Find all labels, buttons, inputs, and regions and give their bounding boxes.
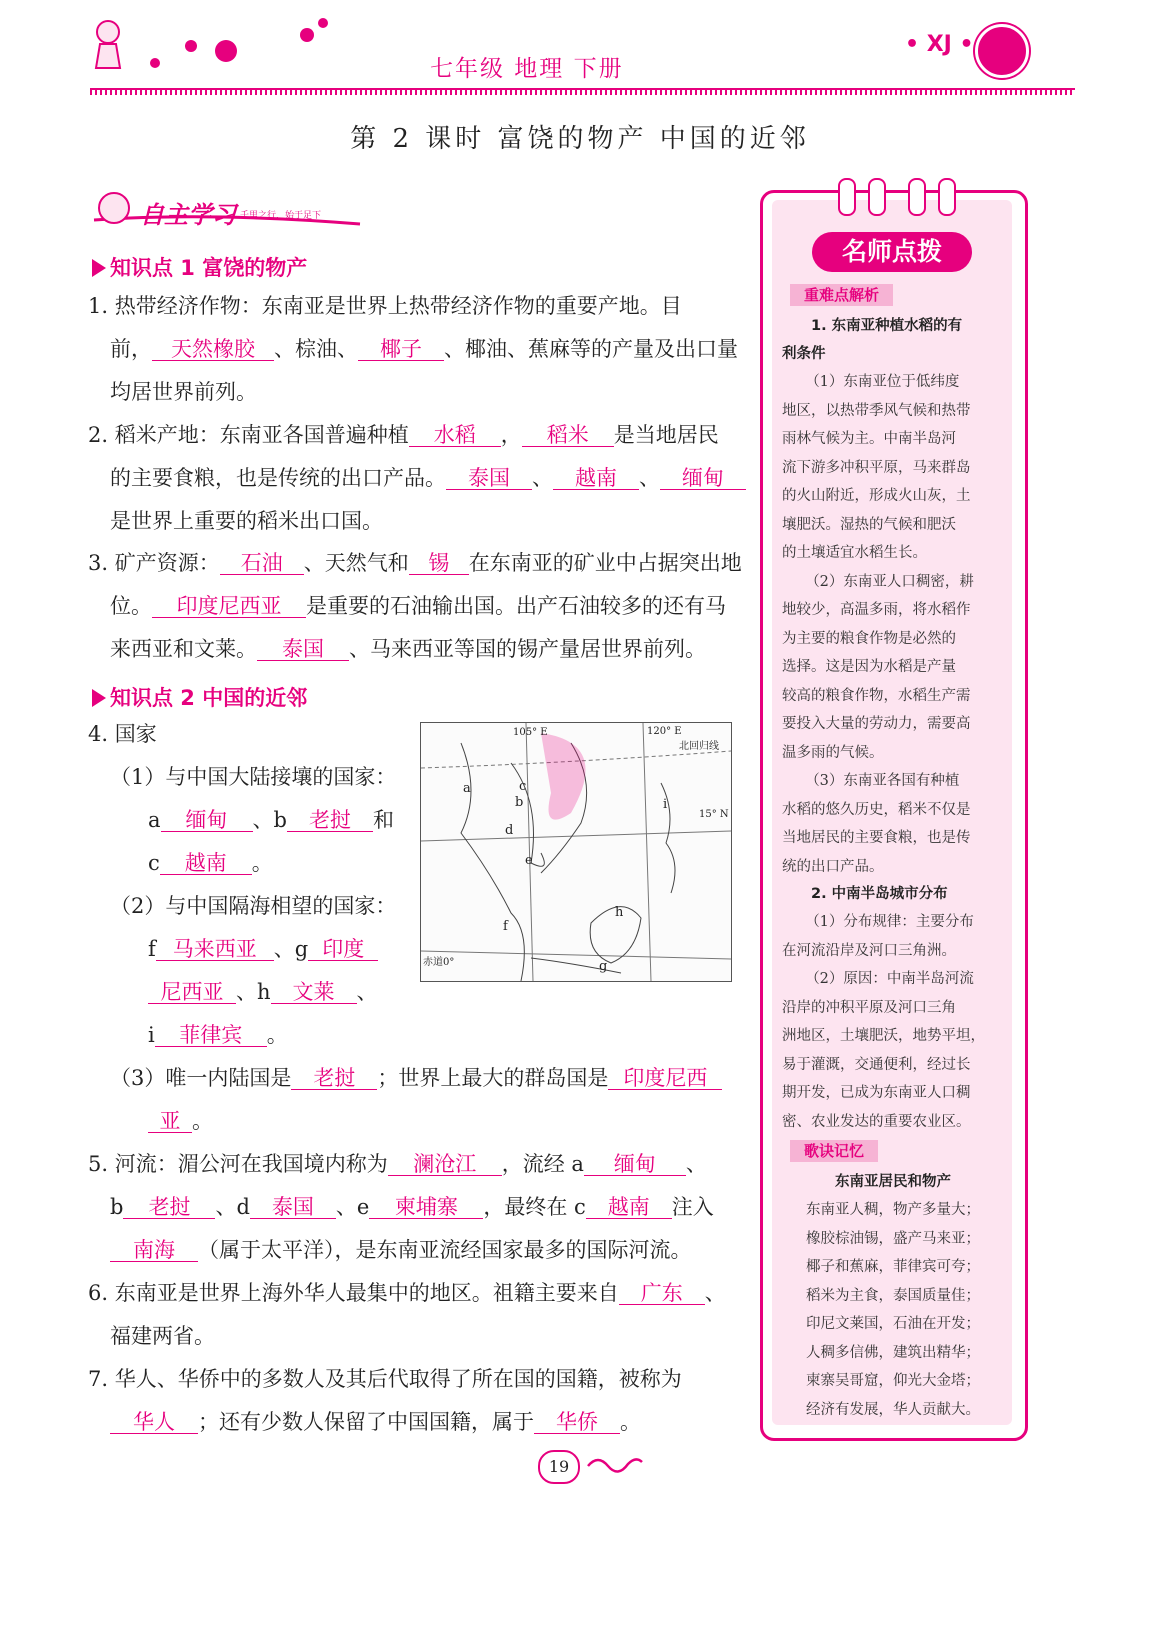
q2-line1: [88, 425, 719, 447]
map-label: c: [519, 779, 527, 794]
sidebar-line: 要投入大量的劳动力，需要高: [782, 716, 971, 732]
answer-blank: 菲律宾: [155, 1025, 267, 1047]
answer-blank: 泰国: [446, 468, 532, 490]
header-dot: [150, 58, 160, 68]
q5-text: ，流经 a: [501, 1152, 584, 1176]
lesson-title: 第 2 课时 富饶的物产 中国的近邻: [350, 124, 810, 154]
q1-text: 、棕油、: [274, 337, 358, 361]
q4-text: 。: [192, 1109, 213, 1133]
label-b: 、b: [252, 808, 287, 832]
map-lon105: 105° E: [513, 727, 548, 738]
q4-c-line: [148, 853, 273, 875]
kp2-label: 知识点 2 中国的近邻: [110, 686, 308, 710]
q4-text: 和: [372, 808, 394, 832]
answer-blank: 石油: [220, 553, 304, 575]
answer-blank: 亚: [148, 1111, 192, 1133]
q6-line1: [88, 1283, 726, 1305]
header-code: • XJ •: [905, 32, 974, 57]
q3-line2: [110, 596, 726, 618]
banner-sub: 千里之行，始于足下: [240, 211, 322, 221]
map-label: a: [463, 781, 471, 796]
map-label: b: [515, 795, 524, 810]
poem-title: 东南亚居民和物产: [835, 1174, 951, 1190]
sidebar-line: 为主要的粮食作物是必然的: [782, 630, 956, 647]
q5-text: ，最终在 c: [483, 1195, 586, 1219]
answer-blank: 水稻: [409, 425, 501, 447]
q5-text: 、e: [335, 1195, 370, 1219]
label-c: c: [148, 851, 160, 875]
sidebar-line: 密、农业发达的重要农业区。: [782, 1113, 971, 1130]
answer-blank: 锡: [409, 553, 469, 575]
q5-text: （属于太平洋），是东南亚流经国家最多的国际河流。: [198, 1238, 692, 1262]
q7-text: 。: [620, 1410, 641, 1434]
q7-line1: 7. 华人、华侨中的多数人及其后代取得了所在国的国籍，被称为: [88, 1367, 682, 1391]
q4-part3-cont: [148, 1111, 213, 1133]
sidebar-line: 水稻的悠久历史，稻米不仅是: [782, 801, 971, 818]
answer-blank: 澜沧江: [388, 1154, 502, 1176]
answer-blank: 越南: [553, 468, 639, 490]
header-dot: [185, 40, 197, 52]
q3-line1: [88, 553, 742, 575]
answer-blank: 缅甸: [660, 468, 746, 490]
poem-line: 东南亚人稠，物产多量大；: [806, 1202, 980, 1218]
q4-title: 4. 国家: [88, 722, 157, 746]
answer-blank: 印度尼西亚: [152, 596, 306, 618]
answer-blank: 缅甸: [584, 1154, 686, 1176]
q5-text: 5. 河流：湄公河在我国境内称为: [88, 1152, 388, 1176]
q4-text: 。: [251, 851, 273, 875]
answer-blank: 越南: [160, 853, 252, 875]
poem-line: 稻米为主食，泰国质量佳；: [806, 1287, 980, 1304]
answer-blank: 老挝: [123, 1197, 215, 1219]
answer-blank: 稻米: [522, 425, 614, 447]
sidebar-line: 壤肥沃。湿热的气候和肥沃: [782, 516, 956, 533]
sidebar-line: 统的出口产品。: [782, 858, 884, 875]
cartoon-girl-icon: [92, 18, 124, 80]
answer-blank: 椰子: [358, 339, 444, 361]
map-lon120: 120° E: [647, 726, 682, 737]
q6-line2: 福建两省。: [110, 1324, 215, 1348]
map-label: e: [525, 853, 533, 868]
answer-blank: 华人: [110, 1412, 198, 1434]
sidebar-line: 当地居民的主要食粮，也是传: [782, 830, 971, 846]
q3-text: 在东南亚的矿业中占据突出地: [468, 551, 742, 575]
q4-f-line: [148, 939, 378, 961]
sidebar-s1-title2: 利条件: [782, 346, 826, 362]
q5-line3: [110, 1240, 692, 1262]
answer-blank: 老挝: [291, 1068, 377, 1090]
header-dot: [215, 40, 237, 62]
q2-text: ，: [500, 423, 522, 447]
poem-line: 椰子和蕉麻，菲律宾可夸；: [806, 1259, 980, 1275]
kp1-label: 知识点 1 富饶的物产: [110, 256, 308, 280]
answer-blank: 广东: [619, 1283, 705, 1305]
map-tropic: 北回归线: [679, 741, 719, 752]
q2-text: 、: [532, 466, 553, 490]
q5-text: 注入: [671, 1195, 714, 1219]
triangle-icon: [92, 689, 106, 707]
sidebar-line: （3）东南亚各国有种植: [805, 773, 960, 789]
label-h: 、h: [236, 980, 271, 1004]
q3-line3: [110, 639, 706, 661]
map-equator: 赤道0°: [423, 957, 455, 968]
q4-part2: （2）与中国隔海相望的国家：: [110, 894, 397, 918]
q3-text: 是重要的石油输出国。出产石油较多的还有马: [306, 594, 726, 618]
sidebar-line: 易于灌溉，交通便利，经过长: [782, 1056, 971, 1073]
q2-text: 的主要食粮，也是传统的出口产品。: [110, 466, 446, 490]
header-dot: [318, 18, 328, 28]
q2-text: 是当地居民: [613, 423, 719, 447]
binder-ring-icon: [938, 178, 956, 216]
sidebar-line: 洲地区，土壤肥沃，地势平坦，: [782, 1028, 985, 1044]
map-label: i: [663, 797, 668, 812]
q3-text: 、天然气和: [303, 551, 409, 575]
q5-text: b: [110, 1195, 124, 1219]
swirl-ornament-icon: [584, 1452, 644, 1478]
binder-ring-icon: [908, 178, 926, 216]
q2-line2: [110, 468, 746, 490]
q6-text: 、: [704, 1281, 726, 1305]
triangle-icon: [92, 259, 106, 277]
q4-text: 、: [356, 980, 378, 1004]
knowledge-point-1: [92, 252, 307, 282]
sidebar-line: 的火山附近，形成火山灰，土: [782, 488, 971, 504]
sidebar-line: （1）分布规律：主要分布: [805, 914, 974, 930]
sidebar-line: （2）东南亚人口稠密，耕: [805, 573, 974, 590]
answer-blank: 天然橡胶: [152, 339, 274, 361]
q3-text: 3. 矿产资源：: [88, 551, 220, 575]
sidebar-line: 地较少，高温多雨，将水稻作: [782, 602, 971, 618]
sidebar-title: 名师点拨: [812, 232, 972, 272]
sidebar-line: 地区，以热带季风气候和热带: [782, 402, 971, 419]
sidebar-line: 选择。这是因为水稻是产量: [782, 659, 956, 675]
map-label: h: [615, 905, 624, 920]
binder-ring-icon: [868, 178, 886, 216]
q7-line2: [110, 1412, 641, 1434]
answer-blank: 老挝: [287, 810, 373, 832]
sidebar-s2-title: 2. 中南半岛城市分布: [811, 886, 948, 902]
q4-text: 。: [266, 1023, 288, 1047]
label-a: a: [148, 808, 161, 832]
q2-line3: 是世界上重要的稻米出口国。: [110, 509, 383, 533]
knowledge-point-2: [92, 682, 307, 712]
q6-text: 6. 东南亚是世界上海外华人最集中的地区。祖籍主要来自: [88, 1281, 619, 1305]
poem-line: 柬寨吴哥窟，仰光大金塔；: [806, 1373, 980, 1389]
map-label: g: [599, 959, 608, 974]
sidebar-line: 较高的粮食作物，水稻生产需: [782, 687, 971, 704]
q1-text: 前，: [110, 337, 152, 361]
southeast-asia-map: [420, 722, 732, 982]
q7-text: ；还有少数人保留了中国国籍，属于: [198, 1410, 534, 1434]
q4-text: （3）唯一内陆国是: [110, 1066, 292, 1090]
q1-text: 、椰油、蕉麻等的产量及出口量: [444, 337, 738, 361]
q3-text: 位。: [110, 594, 152, 618]
q4-text: ；世界上最大的群岛国是: [377, 1066, 609, 1090]
sidebar-line: 温多雨的气候。: [782, 744, 884, 761]
q4-h-line: [148, 982, 378, 1004]
q4-i-line: [148, 1025, 288, 1047]
header-band: [90, 88, 1075, 95]
answer-blank: 文莱: [271, 982, 357, 1004]
sidebar-line: 在河流沿岸及河口三角洲。: [782, 942, 956, 959]
map-label: f: [503, 919, 508, 934]
logo-icon: [975, 24, 1029, 78]
q4-a-line: [148, 810, 394, 832]
header-dot: [300, 28, 314, 42]
label-f: f: [148, 937, 156, 961]
header-title: 七年级 地理 下册: [430, 56, 624, 82]
q1-line3: 均居世界前列。: [110, 380, 257, 404]
answer-blank: 尼西亚: [148, 982, 236, 1004]
sidebar-line: 期开发，已成为东南亚人口稠: [782, 1085, 971, 1101]
answer-blank: 柬埔寨: [369, 1197, 483, 1219]
sidebar-line: 流下游多冲积平原，马来群岛: [782, 459, 971, 476]
poem-line: 橡胶棕油锡，盛产马来亚；: [806, 1230, 980, 1247]
q1-line1: 1. 热带经济作物：东南亚是世界上热带经济作物的重要产地。目: [88, 294, 682, 318]
sidebar-line: （2）原因：中南半岛河流: [805, 971, 974, 987]
q1-line2: [110, 339, 738, 361]
sidebar-line: （1）东南亚位于低纬度: [805, 374, 960, 390]
binder-ring-icon: [838, 178, 856, 216]
poem-line: 印尼文莱国，石油在开发；: [806, 1316, 980, 1332]
sidebar-line: 雨林气候为主。中南半岛河: [782, 431, 956, 447]
tag-key-points: 重难点解析: [790, 284, 893, 306]
q5-line1: [88, 1154, 707, 1176]
q5-text: 、d: [215, 1195, 250, 1219]
sidebar-line: 沿岸的冲积平原及河口三角: [782, 999, 956, 1016]
sidebar-s1-title1: 1. 东南亚种植水稻的有: [811, 318, 963, 334]
label-i: i: [148, 1023, 155, 1047]
q3-text: 来西亚和文莱。: [110, 637, 257, 661]
answer-blank: 南海: [110, 1240, 198, 1262]
tag-mnemonic: 歌诀记忆: [790, 1140, 878, 1162]
map-label: d: [505, 823, 514, 838]
q4-part1: （1）与中国大陆接壤的国家：: [110, 765, 397, 789]
q5-text: 、: [685, 1152, 707, 1176]
map-lat15: 15° N: [699, 809, 729, 820]
sidebar-line: 的土壤适宜水稻生长。: [782, 545, 927, 561]
q3-text: 、马来西亚等国的锡产量居世界前列。: [349, 637, 706, 661]
banner-label: 自主学习: [140, 201, 236, 229]
answer-blank: 缅甸: [161, 810, 253, 832]
label-g: 、g: [273, 937, 309, 961]
q2-text: 2. 稻米产地：东南亚各国普遍种植: [88, 423, 409, 447]
answer-blank: 华侨: [534, 1412, 620, 1434]
answer-blank: 泰国: [257, 639, 349, 661]
answer-blank: 印度尼西: [608, 1068, 722, 1090]
answer-blank: 越南: [586, 1197, 672, 1219]
poem-line: 经济有发展，华人贡献大。: [806, 1401, 980, 1418]
answer-blank: 马来西亚: [156, 939, 274, 961]
q2-text: 、: [639, 466, 660, 490]
answer-blank: 泰国: [250, 1197, 336, 1219]
page-number: 19: [538, 1450, 580, 1484]
answer-blank: 印度: [308, 939, 378, 961]
poem-line: 人稠多信佛，建筑出精华；: [806, 1344, 980, 1361]
q5-line2: [110, 1197, 714, 1219]
q4-part3: [110, 1068, 722, 1090]
